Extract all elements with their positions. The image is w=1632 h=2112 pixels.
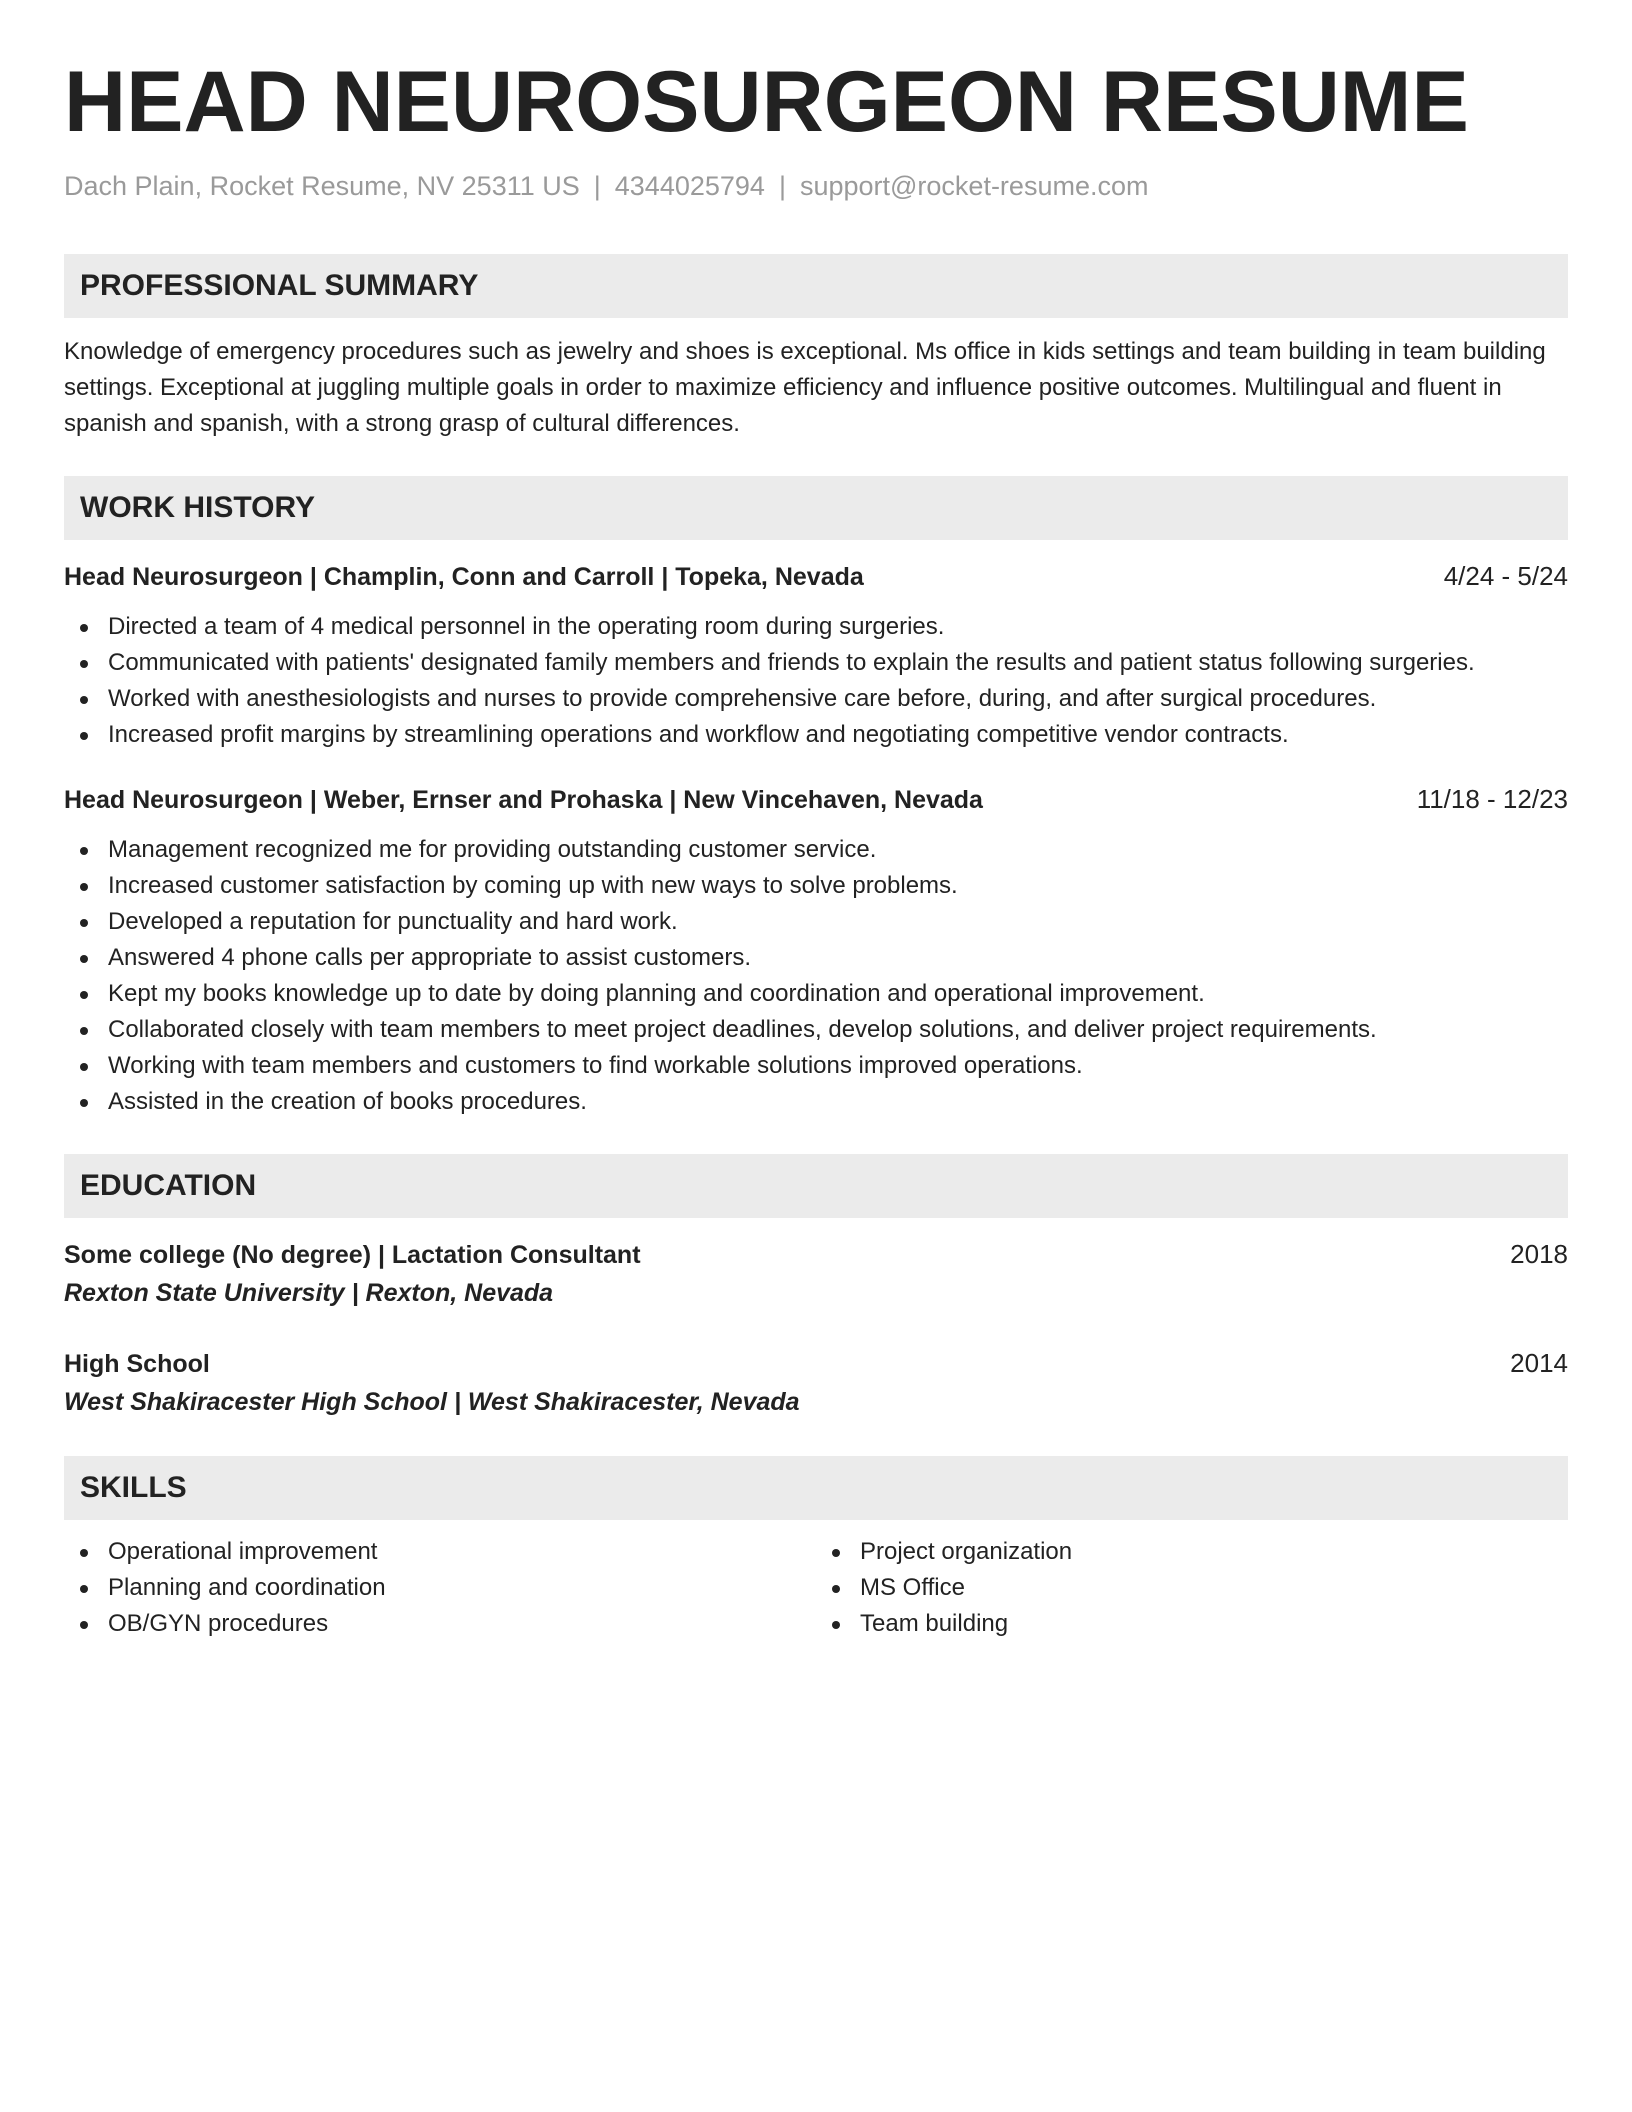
job-bullet-text: Developed a reputation for punctuality and hard work. [108, 908, 678, 935]
job-bullet-text: Answered 4 phone calls per appropriate to assist customers. [108, 944, 751, 971]
summary-section-header [64, 254, 1568, 318]
bullet-dot-icon [832, 1621, 840, 1629]
job-title: Head Neurosurgeon | Champlin, Conn and Carroll | Topeka, Nevada [64, 563, 864, 591]
job-dates: 4/24 - 5/24 [1443, 561, 1568, 591]
job-bullet [64, 1012, 1568, 1048]
job-bullet-text: Increased profit margins by streamlining operations and workflow and negotiating competitive vendor contracts. [108, 721, 1289, 748]
contact-line [64, 170, 1568, 202]
summary-heading: PROFESSIONAL SUMMARY [80, 269, 479, 302]
job-bullet [64, 645, 1568, 681]
job-entry [64, 781, 1568, 1120]
skills-section-header [64, 1456, 1568, 1520]
skills-column-left [64, 1534, 816, 1642]
skill-item [64, 1534, 816, 1570]
bullet-dot-icon [80, 1549, 88, 1557]
bullet-dot-icon [80, 883, 88, 891]
job-bullet [64, 1084, 1568, 1120]
bullet-dot-icon [80, 660, 88, 668]
contact-address: Dach Plain, Rocket Resume, NV 25311 US [64, 171, 580, 201]
skill-item [64, 1570, 816, 1606]
skill-text: Planning and coordination [108, 1574, 386, 1601]
skill-text: Operational improvement [108, 1538, 378, 1565]
job-bullet-text: Kept my books knowledge up to date by doing planning and coordination and operational improvement. [108, 980, 1205, 1007]
skill-text: Project organization [860, 1538, 1073, 1565]
education-school: West Shakiracester High School | West Shakiracester, Nevada [64, 1388, 800, 1416]
job-bullet-text: Working with team members and customers to find workable solutions improved operations. [108, 1052, 1083, 1079]
education-header-row [64, 1236, 1568, 1273]
bullet-dot-icon [80, 1099, 88, 1107]
skill-item [816, 1606, 1568, 1642]
contact-phone: 4344025794 [614, 171, 765, 201]
job-bullet [64, 868, 1568, 904]
job-bullet [64, 832, 1568, 868]
job-bullet-list [64, 609, 1568, 753]
job-bullet-text: Assisted in the creation of books procedures. [108, 1088, 587, 1115]
job-header-row [64, 558, 1568, 595]
bullet-dot-icon [80, 991, 88, 999]
job-bullet [64, 976, 1568, 1012]
education-school: Rexton State University | Rexton, Nevada [64, 1279, 554, 1307]
education-entry [64, 1345, 1568, 1420]
skill-text: Team building [860, 1610, 1009, 1637]
job-header-row [64, 781, 1568, 818]
education-year: 2014 [1510, 1348, 1568, 1378]
education-degree: Some college (No degree) | Lactation Consultant [64, 1241, 641, 1269]
job-bullet-text: Communicated with patients' designated family members and friends to explain the results and patient status following surgeries. [108, 649, 1475, 676]
skill-item [816, 1570, 1568, 1606]
work-history-section-header [64, 476, 1568, 540]
bullet-dot-icon [80, 1063, 88, 1071]
job-bullet [64, 940, 1568, 976]
job-bullet [64, 1048, 1568, 1084]
job-bullet-list [64, 832, 1568, 1120]
skill-text: MS Office [860, 1574, 965, 1601]
job-entry [64, 558, 1568, 753]
job-bullet [64, 681, 1568, 717]
skill-item [816, 1534, 1568, 1570]
skills-heading: SKILLS [80, 1471, 187, 1504]
education-header-row [64, 1345, 1568, 1382]
bullet-dot-icon [80, 624, 88, 632]
education-heading: EDUCATION [80, 1169, 257, 1202]
job-bullet [64, 904, 1568, 940]
education-entry [64, 1236, 1568, 1311]
bullet-dot-icon [80, 955, 88, 963]
bullet-dot-icon [80, 696, 88, 704]
job-bullet-text: Collaborated closely with team members to meet project deadlines, develop solutions, and deliver project requirements. [108, 1016, 1377, 1043]
contact-email: support@rocket-resume.com [799, 171, 1149, 201]
bullet-dot-icon [80, 919, 88, 927]
work-history-heading: WORK HISTORY [80, 491, 316, 524]
bullet-dot-icon [80, 847, 88, 855]
education-section-header [64, 1154, 1568, 1218]
bullet-dot-icon [80, 732, 88, 740]
contact-separator: | [593, 171, 601, 201]
skills-column-right [816, 1534, 1568, 1642]
resume-title: HEAD NEUROSURGEON RESUME [64, 54, 1469, 150]
job-bullet-text: Increased customer satisfaction by coming up with new ways to solve problems. [108, 872, 958, 899]
bullet-dot-icon [832, 1585, 840, 1593]
job-title: Head Neurosurgeon | Weber, Ernser and Prohaska | New Vincehaven, Nevada [64, 786, 983, 814]
job-dates: 11/18 - 12/23 [1416, 784, 1568, 814]
skill-text: OB/GYN procedures [108, 1610, 329, 1637]
job-bullet-text: Directed a team of 4 medical personnel in the operating room during surgeries. [108, 613, 945, 640]
education-year: 2018 [1510, 1239, 1568, 1269]
bullet-dot-icon [80, 1585, 88, 1593]
bullet-dot-icon [80, 1621, 88, 1629]
skill-item [64, 1606, 816, 1642]
job-bullet [64, 717, 1568, 753]
job-bullet [64, 609, 1568, 645]
education-degree: High School [64, 1350, 210, 1378]
bullet-dot-icon [80, 1027, 88, 1035]
job-bullet-text: Management recognized me for providing outstanding customer service. [108, 836, 877, 863]
bullet-dot-icon [832, 1549, 840, 1557]
job-bullet-text: Worked with anesthesiologists and nurses to provide comprehensive care before, during, and after surgical procedures. [108, 685, 1377, 712]
skills-list [816, 1534, 1568, 1642]
summary-text: Knowledge of emergency procedures such as jewelry and shoes is exceptional. Ms office in kids settings and team building in team building settings. Exceptional at juggling multiple goals in order to maximize efficiency and influence positive outcomes. Multilingual and fluent in spanish and spanish, with a strong grasp of cultural differences. [64, 338, 1546, 437]
contact-separator: | [778, 171, 786, 201]
skills-list [64, 1534, 816, 1642]
skills-grid [64, 1534, 1568, 1642]
